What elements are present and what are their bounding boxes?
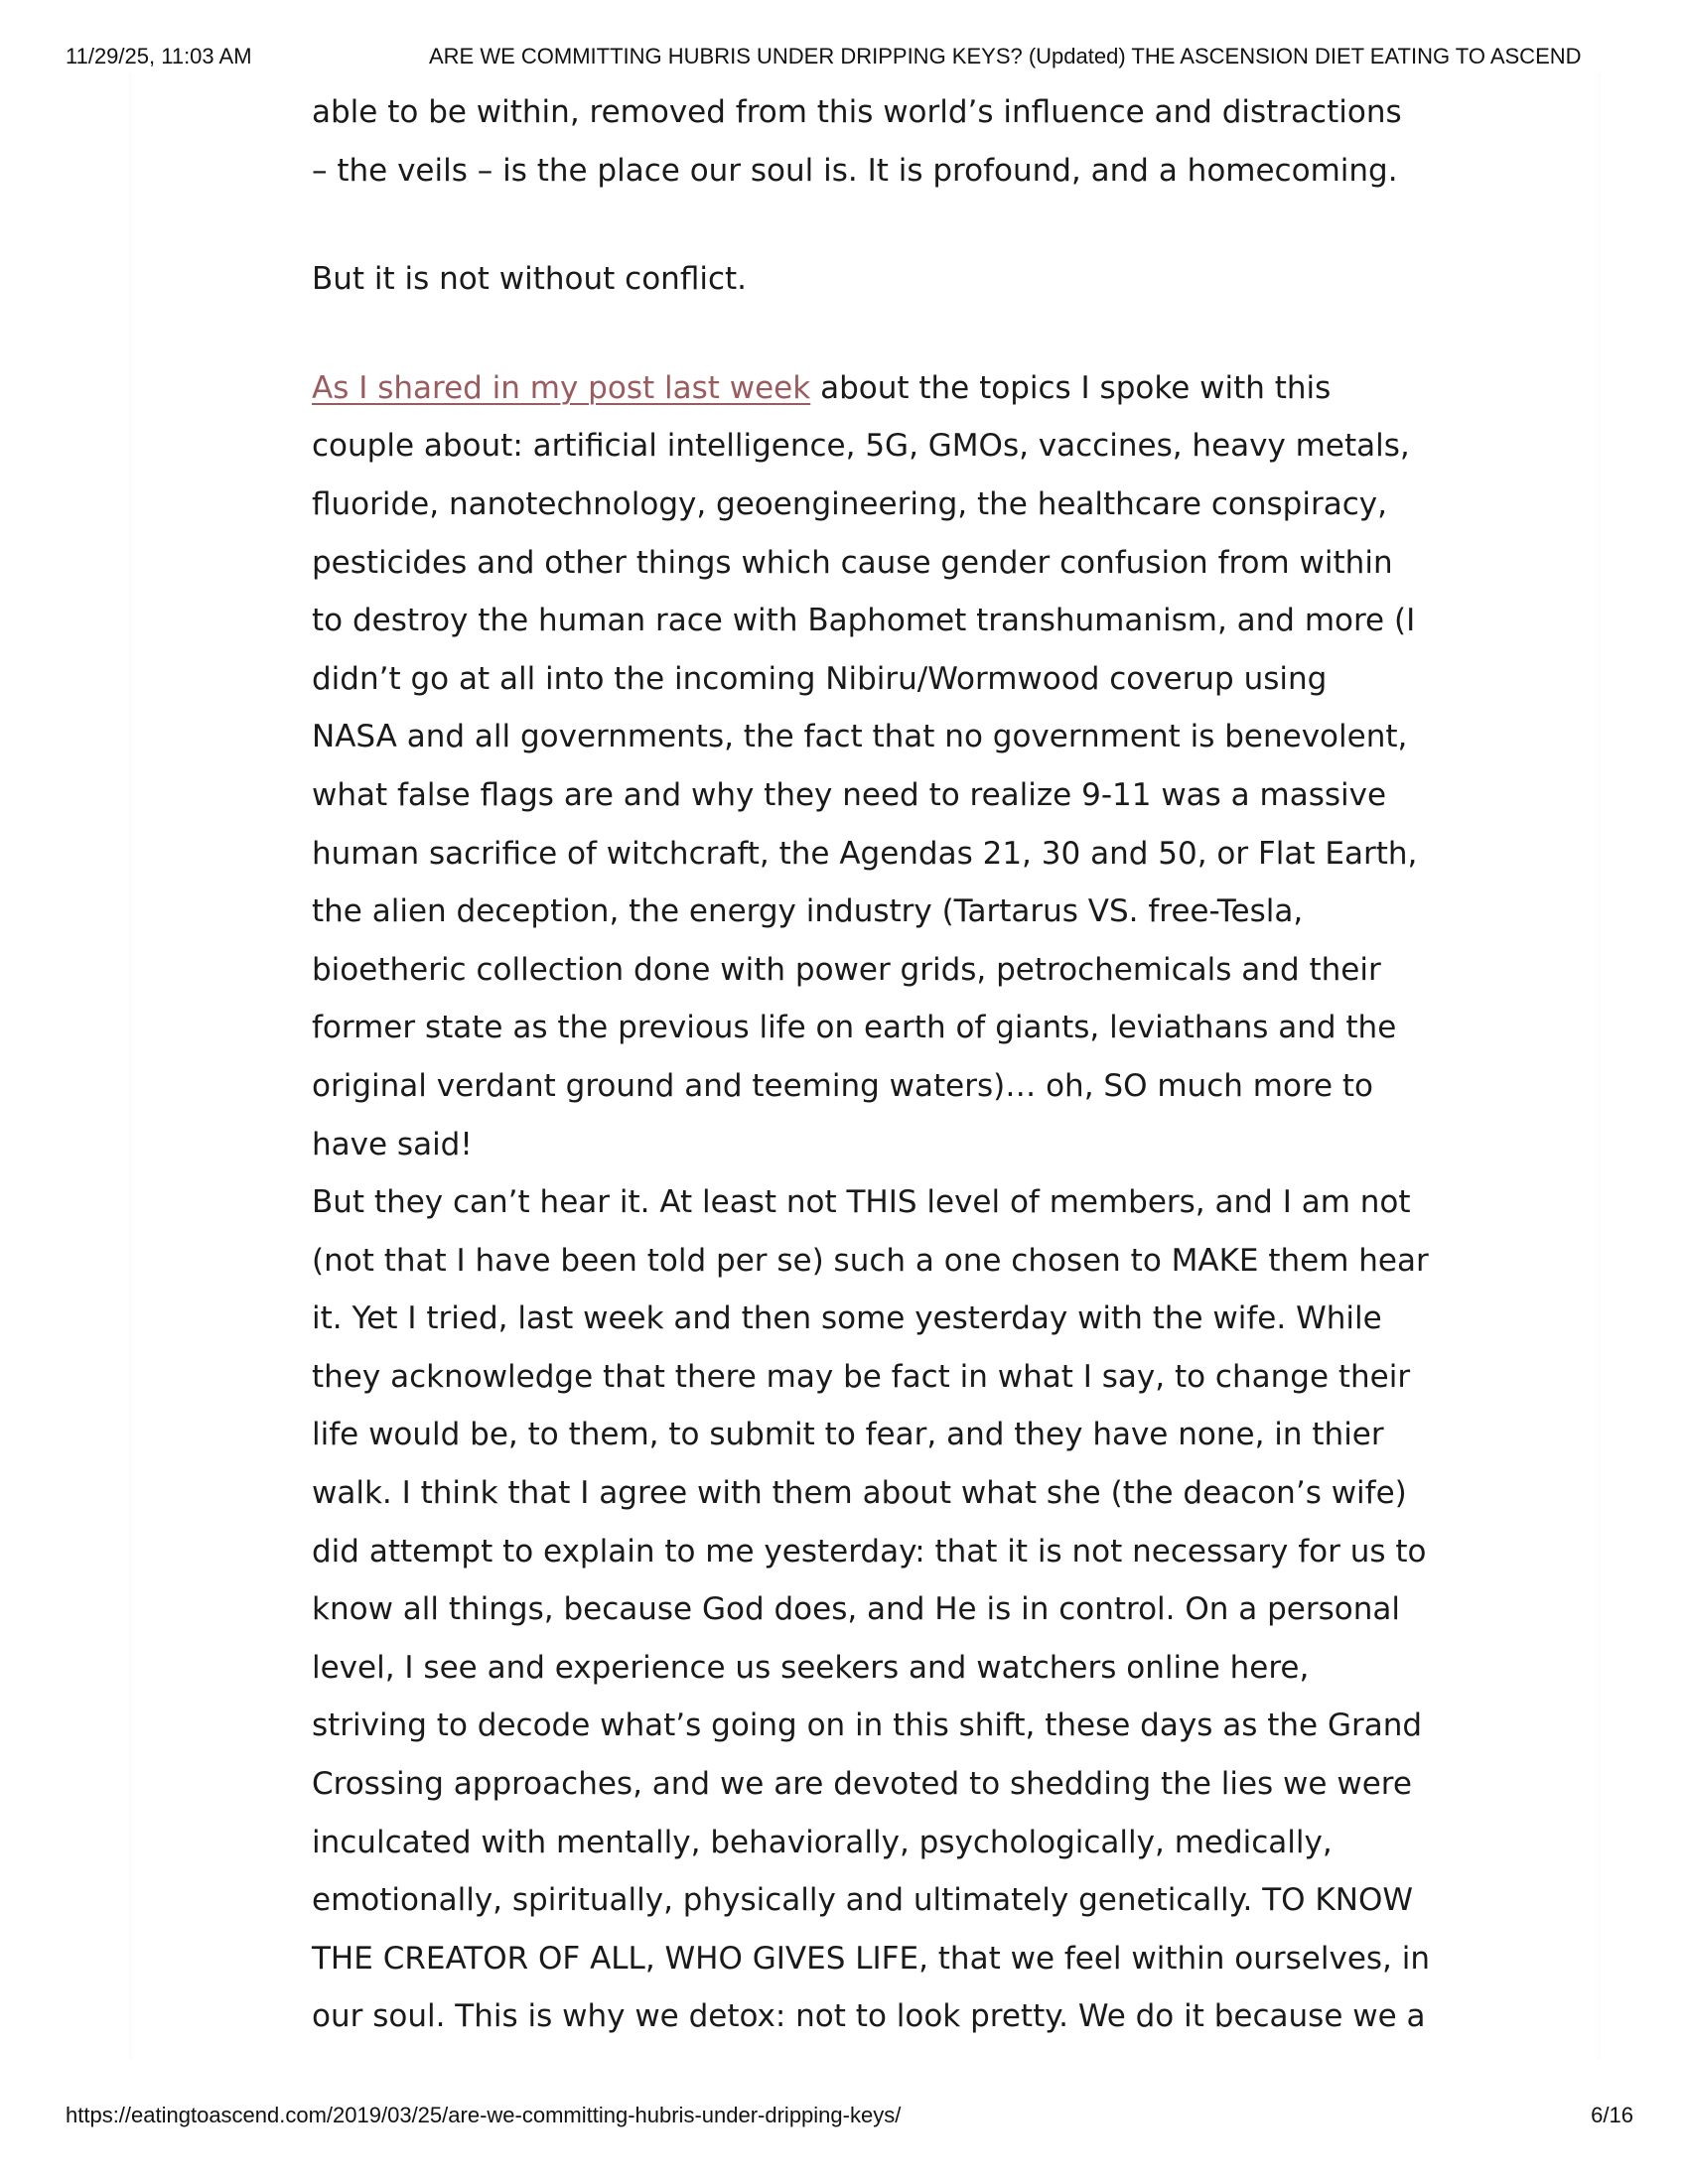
paragraph-veils: [312, 83, 1414, 200]
text-line: Crossing approaches, and we are devoted to shedding the lies we were: [312, 1766, 1412, 1803]
text-line: bioetheric collection done with power grids, petrochemicals and their: [312, 951, 1381, 988]
print-page-title: ARE WE COMMITTING HUBRIS UNDER DRIPPING KEYS? (Updated) THE ASCENSION DIET EATING TO ASCEND: [429, 44, 1582, 68]
text-line: THE CREATOR OF ALL, WHO GIVES LIFE, that we feel within ourselves, in: [312, 1940, 1431, 1977]
text-line: able to be within, removed from this world’s influence and distractions: [312, 94, 1402, 130]
text-line: pesticides and other things which cause gender confusion from within: [312, 544, 1393, 581]
text-line: human sacrifice of witchcraft, the Agendas 21, 30 and 50, or Flat Earth,: [312, 835, 1418, 872]
paragraph-topics: [312, 359, 1431, 2046]
text-line: it. Yet I tried, last week and then some yesterday with the wife. While: [312, 1300, 1382, 1337]
text-line: life would be, to them, to submit to fear, and they have none, in thier: [312, 1417, 1384, 1453]
text-line: But it is not without conflict.: [312, 261, 748, 298]
text-line: did attempt to explain to me yesterday: that it is not necessary for us to: [312, 1533, 1427, 1570]
text-line: inculcated with mentally, behaviorally, psychologically, medically,: [312, 1824, 1333, 1860]
text-line: fluoride, nanotechnology, geoengineering, the healthcare conspiracy,: [312, 485, 1387, 522]
text-line: to destroy the human race with Baphomet transhumanism, and more (I: [312, 603, 1416, 639]
text-line: our soul. This is why we detox: not to look pretty. We do it because we a: [312, 1998, 1426, 2035]
last-week-post-link[interactable]: As I shared in my post last week: [312, 369, 811, 406]
text-line: level, I see and experience us seekers and watchers online here,: [312, 1649, 1310, 1686]
text-line: But they can’t hear it. At least not THIS level of members, and I am not: [312, 1184, 1411, 1221]
text-line: the alien deception, the energy industry (Tartarus VS. free-Tesla,: [312, 893, 1304, 930]
text-line: they acknowledge that there may be fact in what I say, to change their: [312, 1358, 1411, 1395]
text-line: know all things, because God does, and He is in control. On a personal: [312, 1591, 1400, 1628]
text-line: didn’t go at all into the incoming Nibiru/Wormwood coverup using: [312, 660, 1328, 697]
text-line: emotionally, spiritually, physically and ultimately genetically. TO KNOW: [312, 1882, 1414, 1919]
paragraph-conflict: [312, 250, 1414, 309]
print-datetime: 11/29/25, 11:03 AM: [66, 44, 252, 68]
article-body: [312, 83, 1431, 2046]
text-line: (not that I have been told per se) such a one chosen to MAKE them hear: [312, 1242, 1429, 1279]
text-line: original verdant ground and teeming waters)… oh, SO much more to: [312, 1067, 1374, 1104]
text-fragment: about the topics I spoke with this: [810, 369, 1332, 406]
text-line: couple about: artificial intelligence, 5G, GMOs, vaccines, heavy metals,: [312, 428, 1410, 465]
text-line: walk. I think that I agree with them about what she (the deacon’s wife): [312, 1475, 1407, 1512]
text-line: striving to decode what’s going on in this shift, these days as the Grand: [312, 1707, 1423, 1744]
print-page-number: 6/16: [1591, 2103, 1633, 2127]
text-line: what false flags are and why they need to realize 9-11 was a massive: [312, 776, 1387, 813]
text-line: – the veils – is the place our soul is. It is profound, and a homecoming.: [312, 152, 1398, 189]
text-line: former state as the previous life on earth of giants, leviathans and the: [312, 1010, 1397, 1046]
text-line: [312, 359, 1414, 418]
text-line: NASA and all governments, the fact that no government is benevolent,: [312, 719, 1408, 755]
print-page-url: https://eatingtoascend.com/2019/03/25/are-we-committing-hubris-under-dripping-keys/: [66, 2103, 902, 2127]
text-line: have said!: [312, 1126, 473, 1162]
